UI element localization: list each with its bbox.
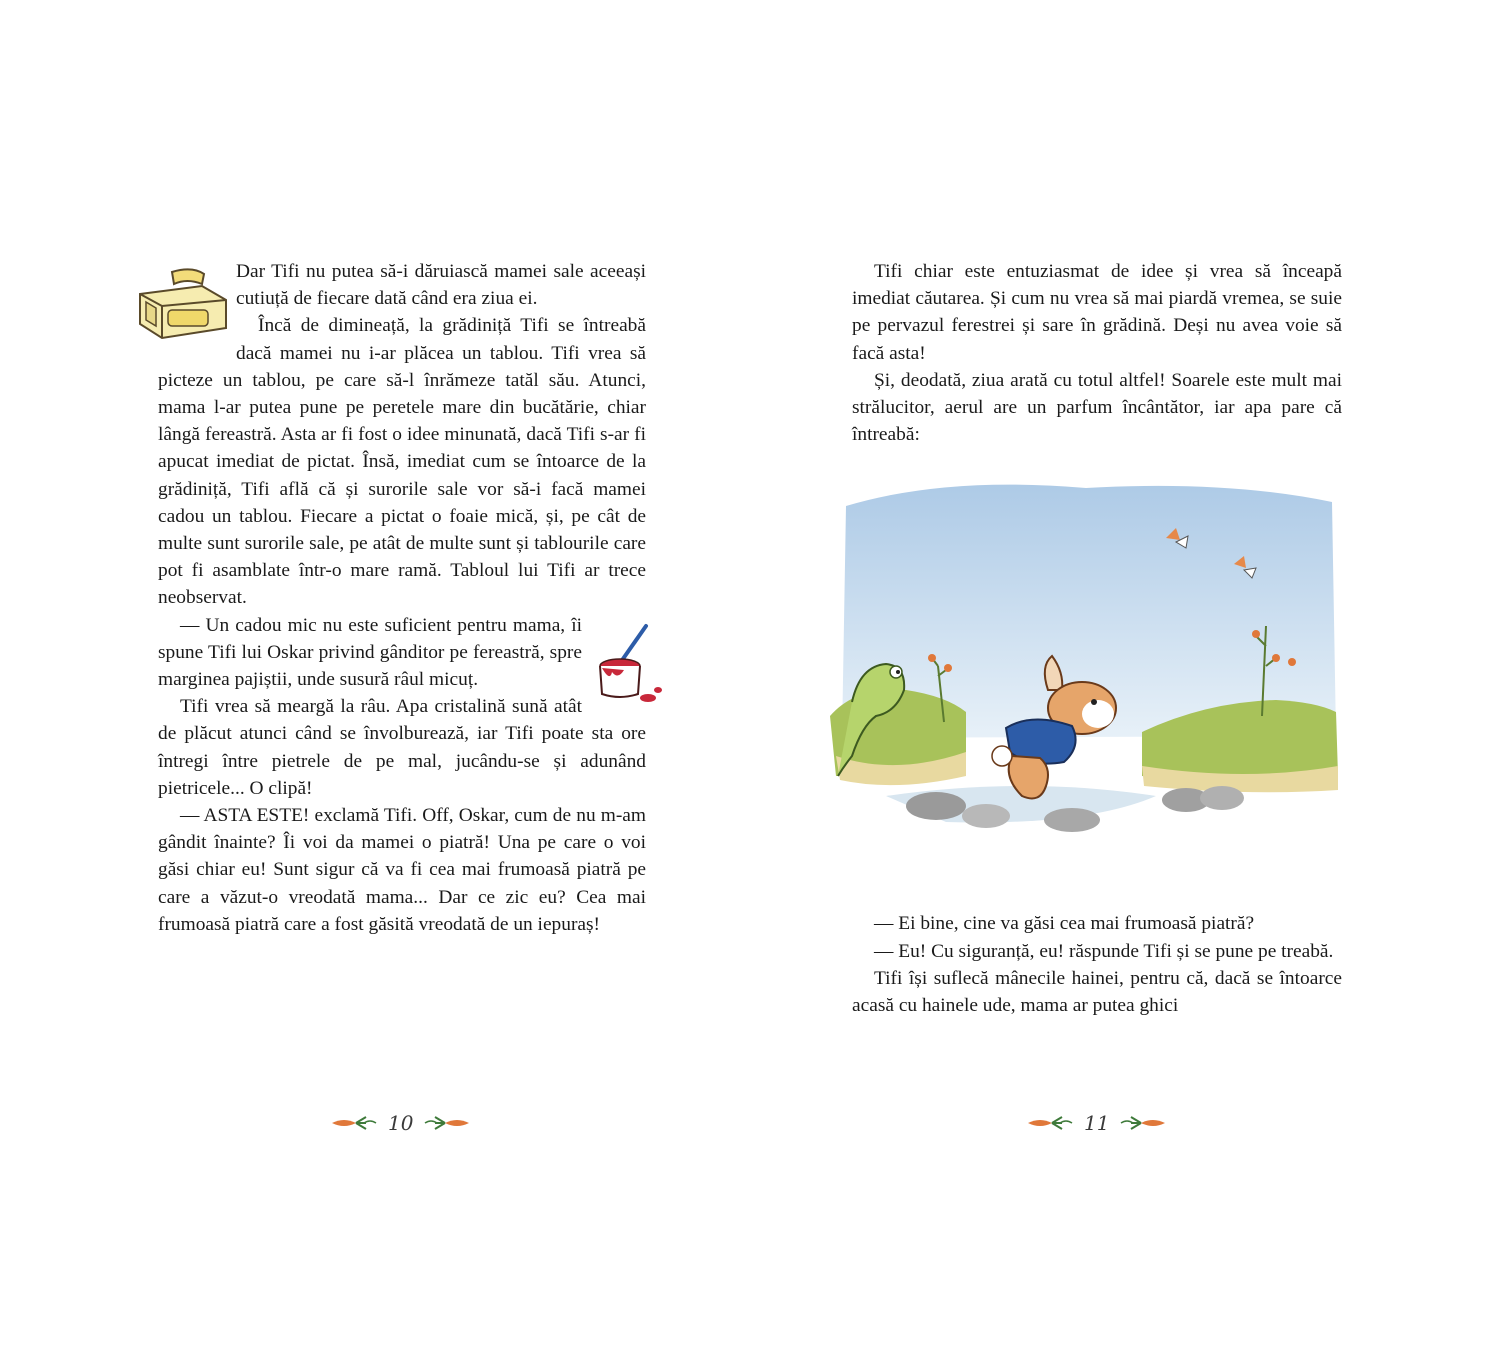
carrot-ornament-icon bbox=[423, 1113, 471, 1133]
paragraph: Tifi vrea să meargă la râu. Apa cristalină sună atât de plăcut atunci când se învolburează, iar Tifi poate sta ore întregi între pietrele de pe mal, jucându-se și adunând pietricele... O clipă! bbox=[158, 696, 646, 799]
page-folio-left bbox=[330, 1108, 471, 1138]
carrot-ornament-icon bbox=[330, 1113, 378, 1133]
paint-pot-icon bbox=[590, 620, 670, 712]
page-number: 10 bbox=[388, 1111, 414, 1135]
paragraph: Tifi își suflecă mânecile hainei, pentru că, dacă se întoarce acasă cu hainele ude, mama ar putea ghici bbox=[852, 967, 1342, 1017]
paragraph: Dar Tifi nu putea să-i dăruiască mamei sale aceeași cutiuță de fiecare dată când era ziua ei. bbox=[236, 261, 646, 310]
rabbit-frog-river-illustration bbox=[826, 476, 1346, 856]
carrot-ornament-icon bbox=[1026, 1113, 1074, 1133]
left-page bbox=[158, 258, 646, 938]
carrot-ornament-icon bbox=[1119, 1113, 1167, 1133]
page-folio-right bbox=[1026, 1108, 1167, 1138]
gift-box-icon bbox=[132, 264, 232, 344]
paragraph: — Ei bine, cine va găsi cea mai frumoasă piatră? bbox=[874, 913, 1255, 935]
paragraph: — Eu! Cu siguranță, eu! răspunde Tifi și se pune pe treabă. bbox=[874, 940, 1334, 962]
page-number: 11 bbox=[1084, 1111, 1110, 1135]
paragraph: — ASTA ESTE! exclamă Tifi. Off, Oskar, cum de nu m-am gândit înainte? Îi voi da mamei o piatră! Una pe care o voi găsi chiar eu! Sunt sigur că va fi cea mai frumoasă piatră pe care a văzut-o vreodată mama... Dar ce zic eu? Cea mai frumoasă piatră care a fost găsită vreodată de un iepuraș! bbox=[158, 805, 646, 935]
paragraph: — Un cadou mic nu este suficient pentru mama, îi spune Tifi lui Oskar privind gânditor pe fereastră, spre marginea pajiștii, unde susură râul micuț. bbox=[158, 614, 582, 691]
paragraph: Încă de dimineață, la grădiniță Tifi se întreabă dacă mamei nu i-ar plăcea un tablou. Tifi vrea să picteze un tablou, pe care să-l înrămeze tatăl său. Atunci, mama l-ar putea pune pe peretele mare din bucătărie, chiar lângă fereastră. Asta ar fi fost o idee minunată, dacă Tifi s-ar fi apucat imediat de pictat. Însă, imediat cum se întoarce de la grădiniță, Tifi află că și surorile sale vor să-i facă mamei cadou un tablou. Fiecare a pictat o foaie mică, și, pe cât de multe sunt surorile sale, pe atât de multe sunt și tablourile care pot fi asamblate într-o mare ramă. Tabloul lui Tifi ar trece neobservat. bbox=[158, 315, 646, 609]
paragraph: Tifi chiar este entuziasmat de idee și vrea să înceapă imediat căutarea. Și cum nu vrea să mai piardă vremea, se suie pe pervazul ferestrei și sare în grădină. Deși nu avea voie să facă asta! bbox=[852, 261, 1342, 364]
paragraph: Și, deodată, ziua arată cu totul altfel! Soarele este mult mai strălucitor, aerul are un parfum încântător, iar apa pare că întreabă: bbox=[852, 369, 1342, 446]
